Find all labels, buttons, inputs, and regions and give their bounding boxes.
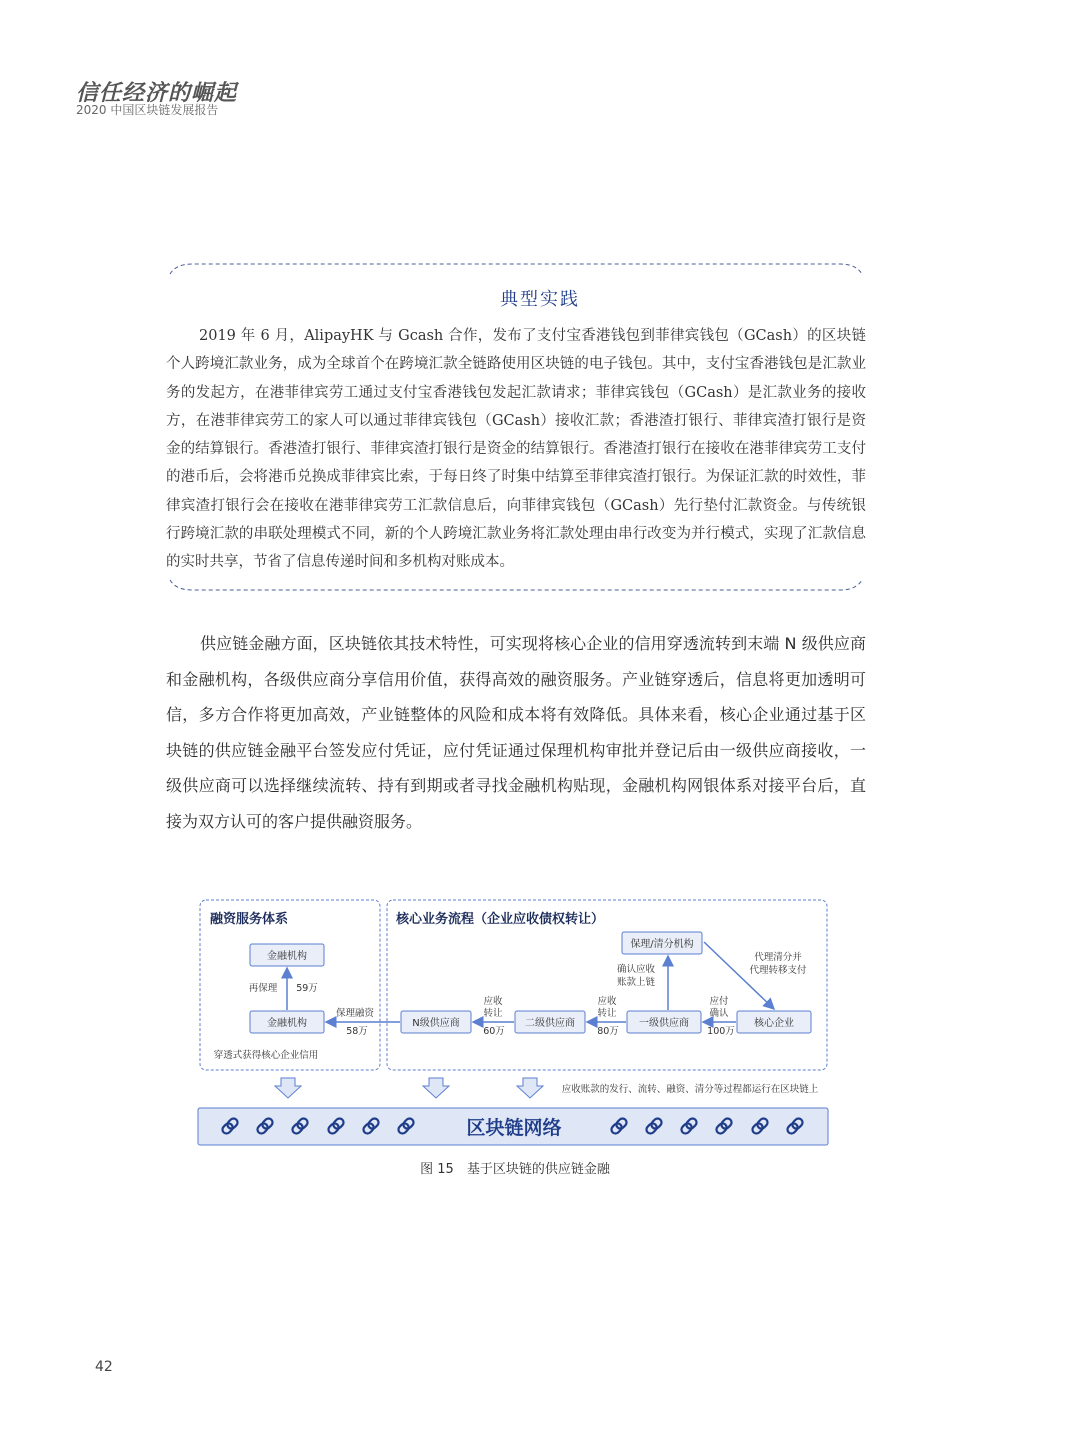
label-recv-2a: 转让: [483, 1008, 503, 1019]
body-paragraph: 供应链金融方面，区块链依其技术特性，可实现将核心企业的信用穿透流转到末端 N 级供应商和金融机构，各级供应商分享信用价值，获得高效的融资服务。产业链穿透后，信息将更加透明可信，多方合作将更加高效，产业链整体的风险和成本将有效降低。具体来看，核心企业通过基于区块链的供应链金融平台签发应付凭证，应付凭证通过保理机构审批并登记后由一级供应商接收，一级供应商可以选择继续流转、持有到期或者寻找金融机构贴现，金融机构网银体系对接平台后，直接为双方认可的客户提供融资服务。: [166, 634, 866, 831]
label-payable-1: 应付: [709, 996, 729, 1007]
label-recv-1a: 应收: [483, 996, 503, 1007]
label-80: 80万: [597, 1026, 619, 1037]
node-first-supplier-label: 一级供应商: [639, 1018, 689, 1029]
left-panel-title: 融资服务体系: [210, 912, 289, 927]
node-finance-bottom-label: 金融机构: [267, 1018, 307, 1029]
report-title: 信任经济的崛起: [76, 81, 238, 106]
label-penetrate: 穿透式获得核心企业信用: [213, 1050, 319, 1061]
page-number: 42: [95, 1359, 113, 1375]
label-confirm-2: 账款上链: [616, 977, 656, 988]
label-58: 58万: [346, 1026, 368, 1037]
label-clear-2: 代理转移支付: [749, 965, 807, 976]
node-second-supplier-label: 二级供应商: [525, 1018, 575, 1029]
node-finance-top-label: 金融机构: [267, 951, 307, 962]
supply-chain-figure: [196, 896, 832, 1152]
case-text: 2019 年 6 月，AlipayHK 与 Gcash 合作，发布了支付宝香港钱包到菲律宾钱包（GCash）的区块链个人跨境汇款业务，成为全球首个在跨境汇款全链路使用区块链的电子钱包。其中，支付宝香港钱包是汇款业务的发起方，在港菲律宾劳工通过支付宝香港钱包发起汇款请求；菲律宾钱包（GCash）是汇款业务的接收方，在港菲律宾劳工的家人可以通过菲律宾钱包（GCash）接收汇款；香港渣打银行、菲律宾渣打银行是资金的结算银行。香港渣打银行、菲律宾渣打银行是资金的结算银行。香港渣打银行在接收在港菲律宾劳工支付的港币后，会将港币兑换成菲律宾比索，于每日终了时集中结算至菲律宾渣打银行。为保证汇款的时效性，菲律宾渣打银行会在接收在港菲律宾劳工汇款信息后，向菲律宾钱包（GCash）先行垫付汇款资金。与传统银行跨境汇款的串联处理模式不同，新的个人跨境汇款业务将汇款处理由串行改变为并行模式，实现了汇款信息的实时共享，节省了信息传递时间和多机构对账成本。: [166, 328, 866, 571]
label-recv-2b: 转让: [597, 1008, 617, 1019]
right-panel-title: 核心业务流程（企业应收债权转让）: [396, 912, 605, 927]
label-refactoring: 再保理: [248, 983, 278, 994]
label-confirm-1: 确认应收: [616, 964, 656, 975]
network-label: 区块链网络: [466, 1117, 562, 1139]
label-factoring-finance: 保理融资: [335, 1008, 375, 1019]
case-title: 典型实践: [500, 289, 580, 310]
label-59: 59万: [296, 983, 318, 994]
label-onchain-note: 应收账款的发行、流转、融资、清分等过程都运行在区块链上: [561, 1084, 819, 1095]
label-100: 100万: [707, 1026, 735, 1037]
label-recv-1b: 应收: [597, 996, 617, 1007]
label-60: 60万: [483, 1026, 505, 1037]
node-n-supplier-label: N级供应商: [412, 1018, 460, 1029]
report-subtitle: 2020 中国区块链发展报告: [76, 103, 219, 117]
figure-caption: 图 15 基于区块链的供应链金融: [420, 1162, 610, 1177]
node-factoring-label: 保理/清分机构: [630, 939, 694, 950]
label-clear-1: 代理清分并: [754, 952, 802, 963]
label-payable-2: 确认: [709, 1008, 729, 1019]
node-core-label: 核心企业: [754, 1018, 794, 1029]
